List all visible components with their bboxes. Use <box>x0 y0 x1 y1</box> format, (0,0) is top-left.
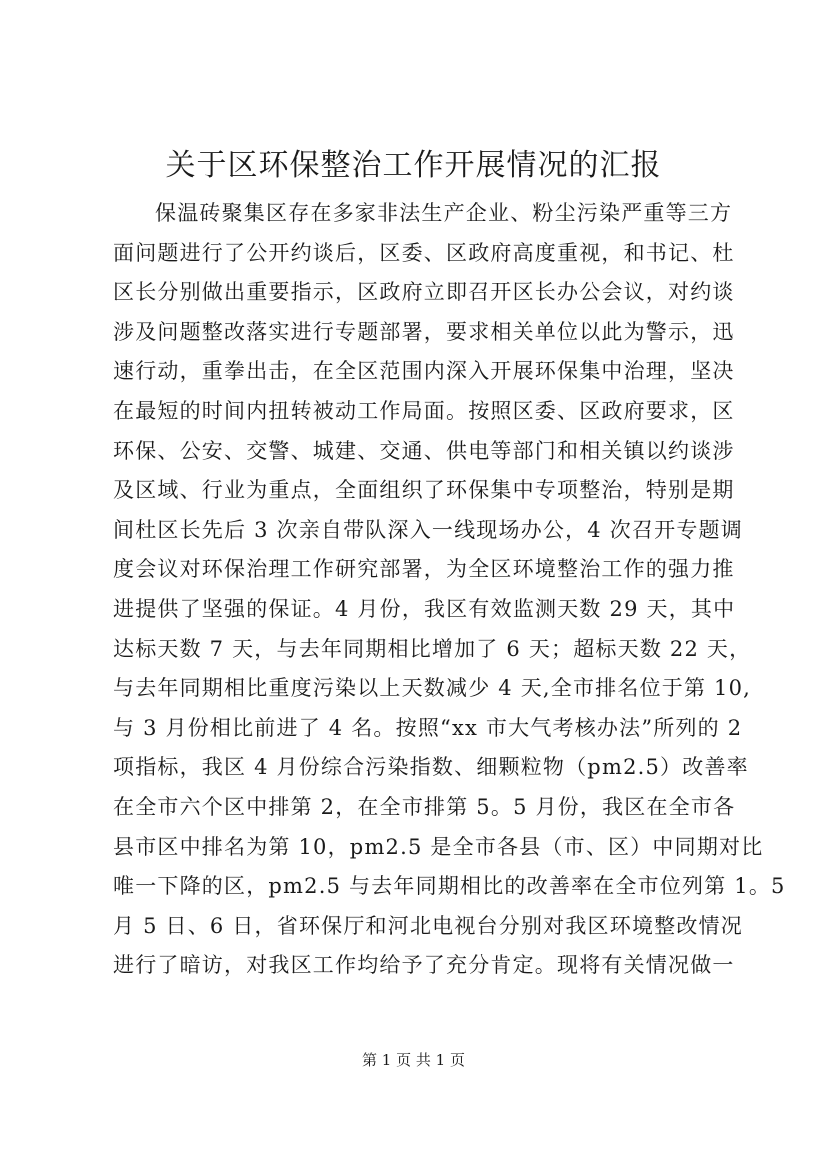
body-line: 月 5 日、6 日，省环保厅和河北电视台分别对我区环境整改情况 <box>113 913 743 938</box>
body-line: 进提供了坚强的保证。4 月份，我区有效监测天数 29 天，其中 <box>113 596 736 621</box>
body-line: 与去年同期相比重度污染以上天数减少 4 天,全市排名位于第 10, <box>113 676 752 701</box>
page-number-footer: 第 1 页 共 1 页 <box>362 1051 465 1069</box>
body-line: 在全市六个区中排第 2，在全市排第 5。5 月份，我区在全市各 <box>113 794 736 819</box>
body-line: 间杜区长先后 3 次亲自带队深入一线现场办公，4 次召开专题调 <box>113 517 743 542</box>
body-line: 项指标，我区 4 月份综合污染指数、细颗粒物（pm2.5）改善率 <box>113 755 749 780</box>
body-line: 与 3 月份相比前进了 4 名。按照“xx 市大气考核办法”所列的 2 <box>113 715 743 740</box>
body-line: 唯一下降的区，pm2.5 与去年同期相比的改善率在全市位列第 1。5 <box>113 874 786 899</box>
body-line: 达标天数 7 天，与去年同期相比增加了 6 天；超标天数 22 天， <box>113 636 752 661</box>
document-body <box>113 194 786 986</box>
body-line: 及区域、行业为重点，全面组织了环保集中专项整治，特别是期 <box>113 478 735 503</box>
body-line: 环保、公安、交警、城建、交通、供电等部门和相关镇以约谈涉 <box>113 438 735 463</box>
body-line: 度会议对环保治理工作研究部署，为全区环境整治工作的强力推 <box>113 557 735 582</box>
body-line: 面问题进行了公开约谈后，区委、区政府高度重视，和书记、杜 <box>113 240 735 265</box>
body-line: 在最短的时间内扭转被动工作局面。按照区委、区政府要求，区 <box>113 398 735 423</box>
body-line: 进行了暗访，对我区工作均给予了充分肯定。现将有关情况做一 <box>113 953 735 978</box>
body-line: 县市区中排名为第 10，pm2.5 是全市各县（市、区）中同期对比 <box>113 834 764 859</box>
document-title: 关于区环保整治工作开展情况的汇报 <box>165 148 662 183</box>
body-line: 保温砖聚集区存在多家非法生产企业、粉尘污染严重等三方 <box>155 201 733 225</box>
body-line: 区长分别做出重要指示，区政府立即召开区长办公会议，对约谈 <box>113 280 735 305</box>
body-line: 速行动，重拳出击，在全区范围内深入开展环保集中治理，坚决 <box>113 359 735 384</box>
body-line: 涉及问题整改落实进行专题部署，要求相关单位以此为警示，迅 <box>113 319 735 344</box>
